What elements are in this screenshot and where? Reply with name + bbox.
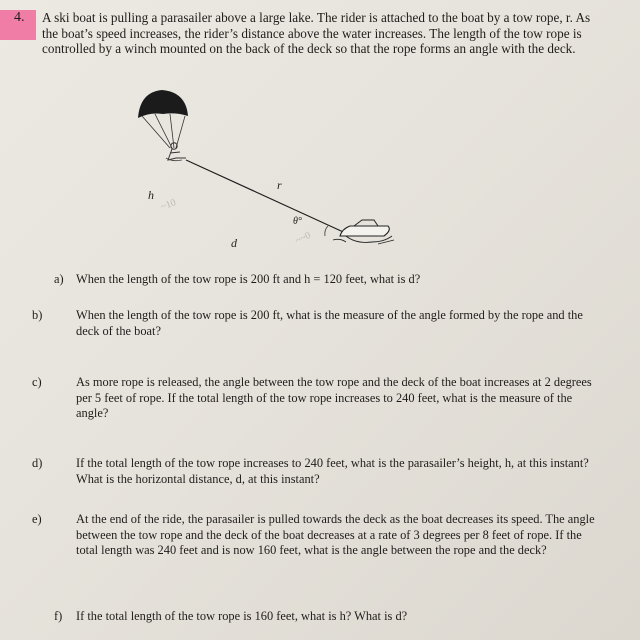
part-label: f) xyxy=(54,609,63,623)
part-f xyxy=(54,609,584,625)
height-label: h xyxy=(148,188,154,202)
part-d xyxy=(32,456,606,487)
distance-label: d xyxy=(231,236,237,250)
part-b xyxy=(32,308,606,339)
part-label: b) xyxy=(32,308,43,322)
part-c xyxy=(32,375,606,422)
question-intro: A ski boat is pulling a parasailer above a large lake. The rider is attached to the boat by a tow rope, r. As the boat’s speed increases, the rider’s distance above the water increases. The length of the tow rope is controlled by a winch mounted on the back of the deck so that the rope forms an angle with the deck. xyxy=(42,10,591,56)
part-e xyxy=(32,512,606,559)
question-number: 4. xyxy=(14,10,25,25)
angle-label: θ° xyxy=(293,216,302,227)
part-text: If the total length of the tow rope is 160 feet, what is h? What is d? xyxy=(76,609,408,623)
part-label: a) xyxy=(54,272,64,286)
parachute-icon xyxy=(138,90,188,148)
part-label: e) xyxy=(32,512,42,526)
pencil-mark: ~10 xyxy=(159,197,178,213)
part-text: At the end of the ride, the parasailer is pulled towards the deck as the boat decreases its speed. The angle between the tow rope and the deck of the boat decreases at a rate of 3 degrees per 8 feet of rope. If the total length was 240 feet and is now 160 feet, what is the angle between the rope and the deck? xyxy=(76,512,595,558)
pencil-mark: ~~0 xyxy=(293,230,313,247)
rope-label: r xyxy=(277,178,282,192)
part-text: When the length of the tow rope is 200 ft and h = 120 feet, what is d? xyxy=(76,272,421,286)
part-label: c) xyxy=(32,375,42,389)
part-label: d) xyxy=(32,456,43,470)
parasail-diagram xyxy=(0,0,640,280)
parasailer-icon xyxy=(166,143,186,161)
angle-arc xyxy=(325,226,328,236)
tow-rope-line xyxy=(186,160,352,236)
part-text: As more rope is released, the angle between the tow rope and the deck of the boat increases at 2 degrees per 5 feet of rope. If the total length of the tow rope increases to 240 feet, what is the measure of the angle? xyxy=(76,375,592,421)
part-text: If the total length of the tow rope increases to 240 feet, what is the parasailer’s height, h, at this instant? What is the horizontal distance, d, at this instant? xyxy=(76,456,589,486)
part-text: When the length of the tow rope is 200 ft, what is the measure of the angle formed by the rope and the deck of the boat? xyxy=(76,308,583,338)
part-a xyxy=(54,272,584,288)
boat-icon xyxy=(333,220,394,244)
